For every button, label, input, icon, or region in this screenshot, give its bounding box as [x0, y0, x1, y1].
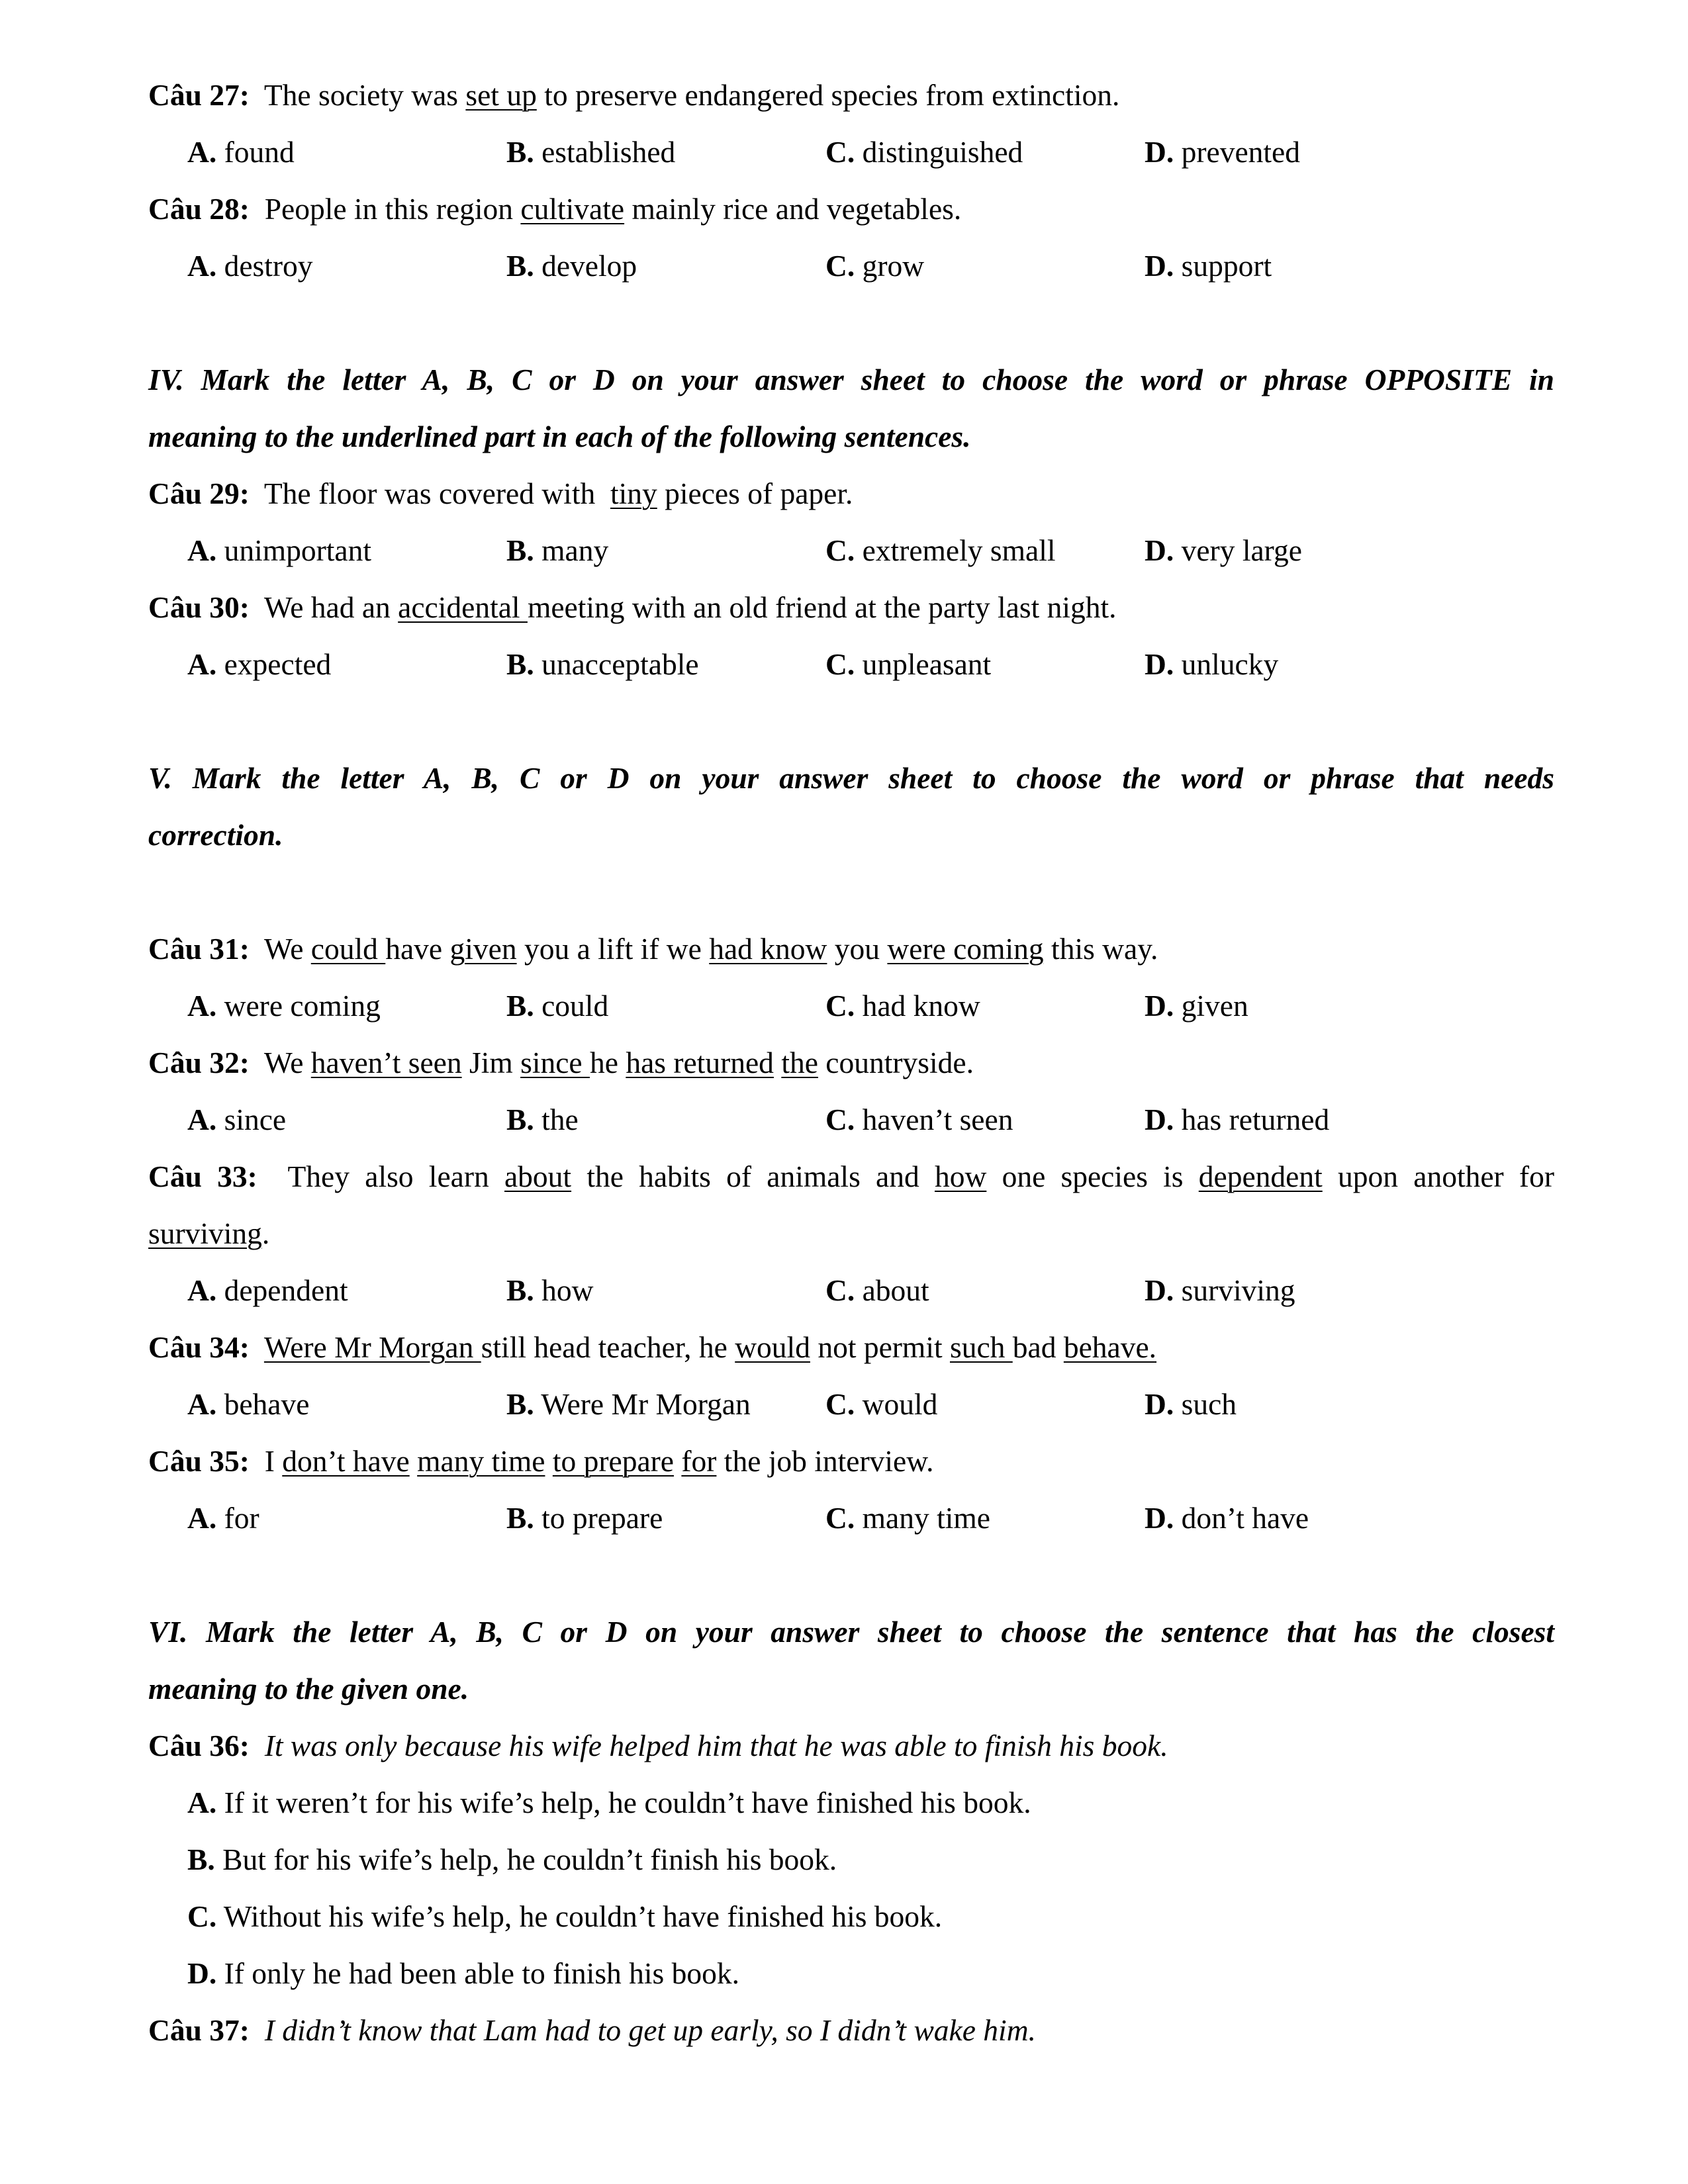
question-30	[148, 592, 1117, 623]
option-text: could	[534, 989, 609, 1023]
option-text: given	[1174, 989, 1248, 1023]
option-a[interactable]	[187, 1389, 309, 1420]
option-text: unimportant	[216, 533, 372, 567]
section-v-instruction-line1: V. Mark the letter A, B, C or D on your answer sheet to choose the word or phrase that needs	[148, 761, 1554, 795]
option-letter: A.	[187, 1387, 217, 1421]
option-b[interactable]	[506, 251, 637, 281]
question-text: The society was	[263, 78, 466, 112]
option-d[interactable]	[187, 1958, 739, 1989]
option-c[interactable]	[825, 535, 1055, 566]
options-27	[0, 137, 1688, 177]
question-text: have	[385, 932, 450, 966]
question-prompt: It was only because his wife helped him that he was able to finish his book.	[264, 1729, 1168, 1762]
option-d[interactable]	[1145, 1389, 1237, 1420]
question-27	[148, 80, 1119, 111]
options-35	[0, 1503, 1688, 1543]
section-vi-instruction-line2: meaning to the given one.	[148, 1672, 469, 1706]
option-letter: B.	[506, 1387, 534, 1421]
question-text	[674, 1444, 681, 1478]
question-text: mainly rice and vegetables.	[624, 192, 962, 226]
question-text: I	[264, 1444, 283, 1478]
option-letter: B.	[506, 1273, 534, 1307]
question-label: Câu 27:	[148, 78, 250, 112]
option-text: don’t have	[1174, 1501, 1309, 1535]
option-text: to prepare	[534, 1501, 663, 1535]
question-text: They also learn	[287, 1160, 504, 1193]
underlined-part: don’t have	[282, 1444, 410, 1478]
option-letter: B.	[506, 647, 534, 681]
option-letter: C.	[187, 1899, 217, 1933]
option-b[interactable]	[506, 1503, 663, 1533]
question-37	[148, 2015, 1036, 2046]
underlined-part: were coming	[887, 932, 1044, 966]
underlined-part: given	[449, 932, 517, 966]
question-text: We had an	[263, 590, 399, 624]
question-text: meeting with an old friend at the party last night.	[527, 590, 1117, 624]
question-label: Câu 31:	[148, 932, 250, 966]
option-a[interactable]	[187, 535, 371, 566]
option-c[interactable]	[825, 1105, 1013, 1135]
option-letter: B.	[506, 533, 534, 567]
option-text: support	[1174, 249, 1272, 283]
option-text: since	[216, 1103, 287, 1136]
options-32	[0, 1105, 1688, 1144]
option-c[interactable]	[825, 1275, 929, 1306]
underlined-part: set up	[465, 78, 537, 112]
option-letter: A.	[187, 249, 217, 283]
option-letter: D.	[1145, 249, 1174, 283]
option-a[interactable]	[187, 251, 313, 281]
options-34	[0, 1389, 1688, 1429]
options-30	[0, 649, 1688, 689]
option-letter: A.	[187, 533, 217, 567]
option-a[interactable]	[187, 991, 381, 1021]
question-text: pieces of paper.	[657, 477, 853, 510]
option-letter: B.	[506, 249, 534, 283]
option-text: develop	[534, 249, 637, 283]
underlined-part: cultivate	[520, 192, 625, 226]
option-letter: D.	[1145, 989, 1174, 1023]
question-31	[148, 934, 1158, 964]
option-letter: D.	[1145, 135, 1174, 169]
option-letter: D.	[1145, 1103, 1174, 1136]
option-b[interactable]	[506, 1275, 593, 1306]
option-text: grow	[855, 249, 925, 283]
question-35	[148, 1446, 934, 1477]
option-d[interactable]	[1145, 1503, 1309, 1533]
section-v-instruction-line2: correction.	[148, 818, 283, 852]
option-c[interactable]	[825, 251, 924, 281]
options-31	[0, 991, 1688, 1030]
option-b[interactable]	[506, 535, 608, 566]
option-text: such	[1174, 1387, 1237, 1421]
question-text: this way.	[1043, 932, 1158, 966]
option-text: were coming	[216, 989, 381, 1023]
option-a[interactable]	[187, 1105, 286, 1135]
option-letter: B.	[506, 1103, 534, 1136]
option-text: unlucky	[1174, 647, 1279, 681]
option-text: many time	[855, 1501, 990, 1535]
question-text	[774, 1046, 781, 1079]
question-text: We	[263, 1046, 311, 1079]
underlined-part: has returned	[626, 1046, 774, 1079]
question-text: The floor was covered with	[263, 477, 610, 510]
question-text: still head teacher, he	[481, 1330, 735, 1364]
option-c[interactable]	[825, 991, 980, 1021]
option-d[interactable]	[1145, 137, 1300, 167]
option-text: surviving	[1174, 1273, 1295, 1307]
option-a[interactable]	[187, 649, 331, 680]
question-text: We	[263, 932, 311, 966]
underlined-part: how	[934, 1160, 987, 1193]
option-text: behave	[216, 1387, 310, 1421]
option-text: established	[534, 135, 676, 169]
option-text: extremely small	[855, 533, 1056, 567]
option-b[interactable]	[187, 1844, 837, 1875]
underlined-part: since	[520, 1046, 590, 1079]
underlined-part: many time	[417, 1444, 545, 1478]
question-text: you a lift if we	[516, 932, 710, 966]
option-letter: D.	[1145, 533, 1174, 567]
option-letter: D.	[1145, 1501, 1174, 1535]
question-text: the job interview.	[716, 1444, 934, 1478]
option-letter: C.	[825, 1501, 855, 1535]
option-letter: A.	[187, 1501, 217, 1535]
option-c[interactable]	[825, 137, 1023, 167]
option-text: haven’t seen	[855, 1103, 1013, 1136]
underlined-part: could	[310, 932, 386, 966]
underlined-part: behave.	[1063, 1330, 1157, 1364]
question-text: he	[589, 1046, 626, 1079]
option-b[interactable]	[506, 1389, 751, 1420]
section-iv-instruction-line2: meaning to the underlined part in each of the following sentences.	[148, 420, 971, 453]
option-text: very large	[1174, 533, 1302, 567]
options-28	[0, 251, 1688, 291]
question-prompt: I didn’t know that Lam had to get up early, so I didn’t wake him.	[264, 2013, 1036, 2047]
option-letter: A.	[187, 989, 217, 1023]
option-letter: B.	[506, 989, 534, 1023]
question-32	[148, 1048, 974, 1078]
option-c[interactable]	[825, 1389, 937, 1420]
option-text: Without his wife’s help, he couldn’t have finished his book.	[216, 1899, 943, 1933]
option-letter: C.	[825, 533, 855, 567]
option-letter: A.	[187, 1273, 217, 1307]
option-text: found	[216, 135, 295, 169]
option-letter: A.	[187, 647, 217, 681]
question-text	[410, 1444, 417, 1478]
option-letter: D.	[1145, 647, 1174, 681]
option-letter: C.	[825, 989, 855, 1023]
option-text: how	[534, 1273, 594, 1307]
options-33	[0, 1275, 1688, 1315]
question-label: Câu 28:	[148, 192, 250, 226]
question-label: Câu 30:	[148, 590, 250, 624]
option-text: expected	[216, 647, 332, 681]
option-text: If only he had been able to finish his book.	[216, 1956, 739, 1990]
option-text: prevented	[1174, 135, 1300, 169]
option-letter: D.	[1145, 1387, 1174, 1421]
option-b[interactable]	[506, 137, 675, 167]
option-d[interactable]	[1145, 535, 1302, 566]
question-label: Câu 34:	[148, 1330, 250, 1364]
option-text: for	[216, 1501, 259, 1535]
question-text: Jim	[461, 1046, 521, 1079]
option-a[interactable]	[187, 1503, 259, 1533]
question-label: Câu 33:	[148, 1160, 258, 1193]
question-label: Câu 32:	[148, 1046, 250, 1079]
option-letter: C.	[825, 1387, 855, 1421]
option-text: the	[534, 1103, 579, 1136]
option-letter: B.	[187, 1843, 215, 1876]
question-text: .	[261, 1216, 270, 1250]
question-text: upon another for	[1322, 1160, 1554, 1193]
option-b[interactable]	[506, 1105, 579, 1135]
underlined-part: would	[735, 1330, 810, 1364]
option-text: If it weren’t for his wife’s help, he couldn’t have finished his book.	[216, 1786, 1031, 1819]
underlined-part: tiny	[610, 477, 657, 510]
underlined-part: surviving	[148, 1216, 262, 1250]
option-text: Were Mr Morgan	[534, 1387, 751, 1421]
option-text: about	[855, 1273, 929, 1307]
question-label: Câu 29:	[148, 477, 250, 510]
question-33-continuation	[148, 1218, 269, 1249]
underlined-part: Were Mr Morgan	[263, 1330, 481, 1364]
option-letter: C.	[825, 135, 855, 169]
option-d[interactable]	[1145, 1275, 1295, 1306]
underlined-part: dependent	[1198, 1160, 1323, 1193]
option-text: many	[534, 533, 609, 567]
option-d[interactable]	[1145, 649, 1278, 680]
option-text: destroy	[216, 249, 313, 283]
underlined-part: haven’t seen	[310, 1046, 462, 1079]
question-text: the habits of animals and	[571, 1160, 935, 1193]
question-label: Câu 37:	[148, 2013, 250, 2047]
option-text: distinguished	[855, 135, 1023, 169]
section-vi-instruction-line1: VI. Mark the letter A, B, C or D on your answer sheet to choose the sentence that has the closest	[148, 1615, 1554, 1649]
underlined-part: the	[781, 1046, 818, 1079]
option-letter: D.	[1145, 1273, 1174, 1307]
option-letter: B.	[506, 135, 534, 169]
option-c[interactable]	[825, 1503, 990, 1533]
question-34	[148, 1332, 1156, 1363]
option-a[interactable]	[187, 137, 295, 167]
underlined-part: accidental	[398, 590, 528, 624]
option-c[interactable]	[825, 649, 991, 680]
option-d[interactable]	[1145, 991, 1248, 1021]
option-letter: C.	[825, 647, 855, 681]
option-d[interactable]	[1145, 251, 1272, 281]
question-36	[148, 1731, 1168, 1761]
option-letter: B.	[506, 1501, 534, 1535]
option-c[interactable]	[187, 1901, 942, 1932]
option-text: unacceptable	[534, 647, 699, 681]
option-a[interactable]	[187, 1275, 348, 1306]
question-text: to preserve endangered species from extinction.	[536, 78, 1120, 112]
option-letter: C.	[825, 1103, 855, 1136]
question-28	[148, 194, 961, 224]
option-a[interactable]	[187, 1788, 1031, 1818]
question-text: bad	[1012, 1330, 1064, 1364]
options-29	[0, 535, 1688, 575]
question-text: countryside.	[818, 1046, 974, 1079]
option-text: has returned	[1174, 1103, 1330, 1136]
underlined-part: such	[949, 1330, 1013, 1364]
underlined-part: had know	[709, 932, 827, 966]
underlined-part: for	[681, 1444, 717, 1478]
option-text: had know	[855, 989, 980, 1023]
option-text: would	[855, 1387, 938, 1421]
option-letter: A.	[187, 135, 217, 169]
option-b[interactable]	[506, 649, 699, 680]
underlined-part: about	[504, 1160, 572, 1193]
option-letter: C.	[825, 1273, 855, 1307]
question-label: Câu 36:	[148, 1729, 250, 1762]
option-letter: A.	[187, 1786, 217, 1819]
section-iv-instruction-line1: IV. Mark the letter A, B, C or D on your answer sheet to choose the word or phrase OPPOSITE in	[148, 363, 1554, 396]
option-text: unpleasant	[855, 647, 992, 681]
option-letter: A.	[187, 1103, 217, 1136]
option-d[interactable]	[1145, 1105, 1329, 1135]
question-label: Câu 35:	[148, 1444, 250, 1478]
option-letter: D.	[187, 1956, 217, 1990]
option-letter: C.	[825, 249, 855, 283]
question-text	[545, 1444, 552, 1478]
underlined-part: to prepare	[552, 1444, 674, 1478]
option-text: dependent	[216, 1273, 348, 1307]
option-text: But for his wife’s help, he couldn’t finish his book.	[214, 1843, 837, 1876]
question-33	[148, 1161, 1554, 1192]
question-29	[148, 478, 853, 509]
question-text: one species is	[986, 1160, 1199, 1193]
option-b[interactable]	[506, 991, 608, 1021]
question-text: People in this region	[264, 192, 521, 226]
question-text: not permit	[810, 1330, 950, 1364]
question-text: you	[827, 932, 888, 966]
